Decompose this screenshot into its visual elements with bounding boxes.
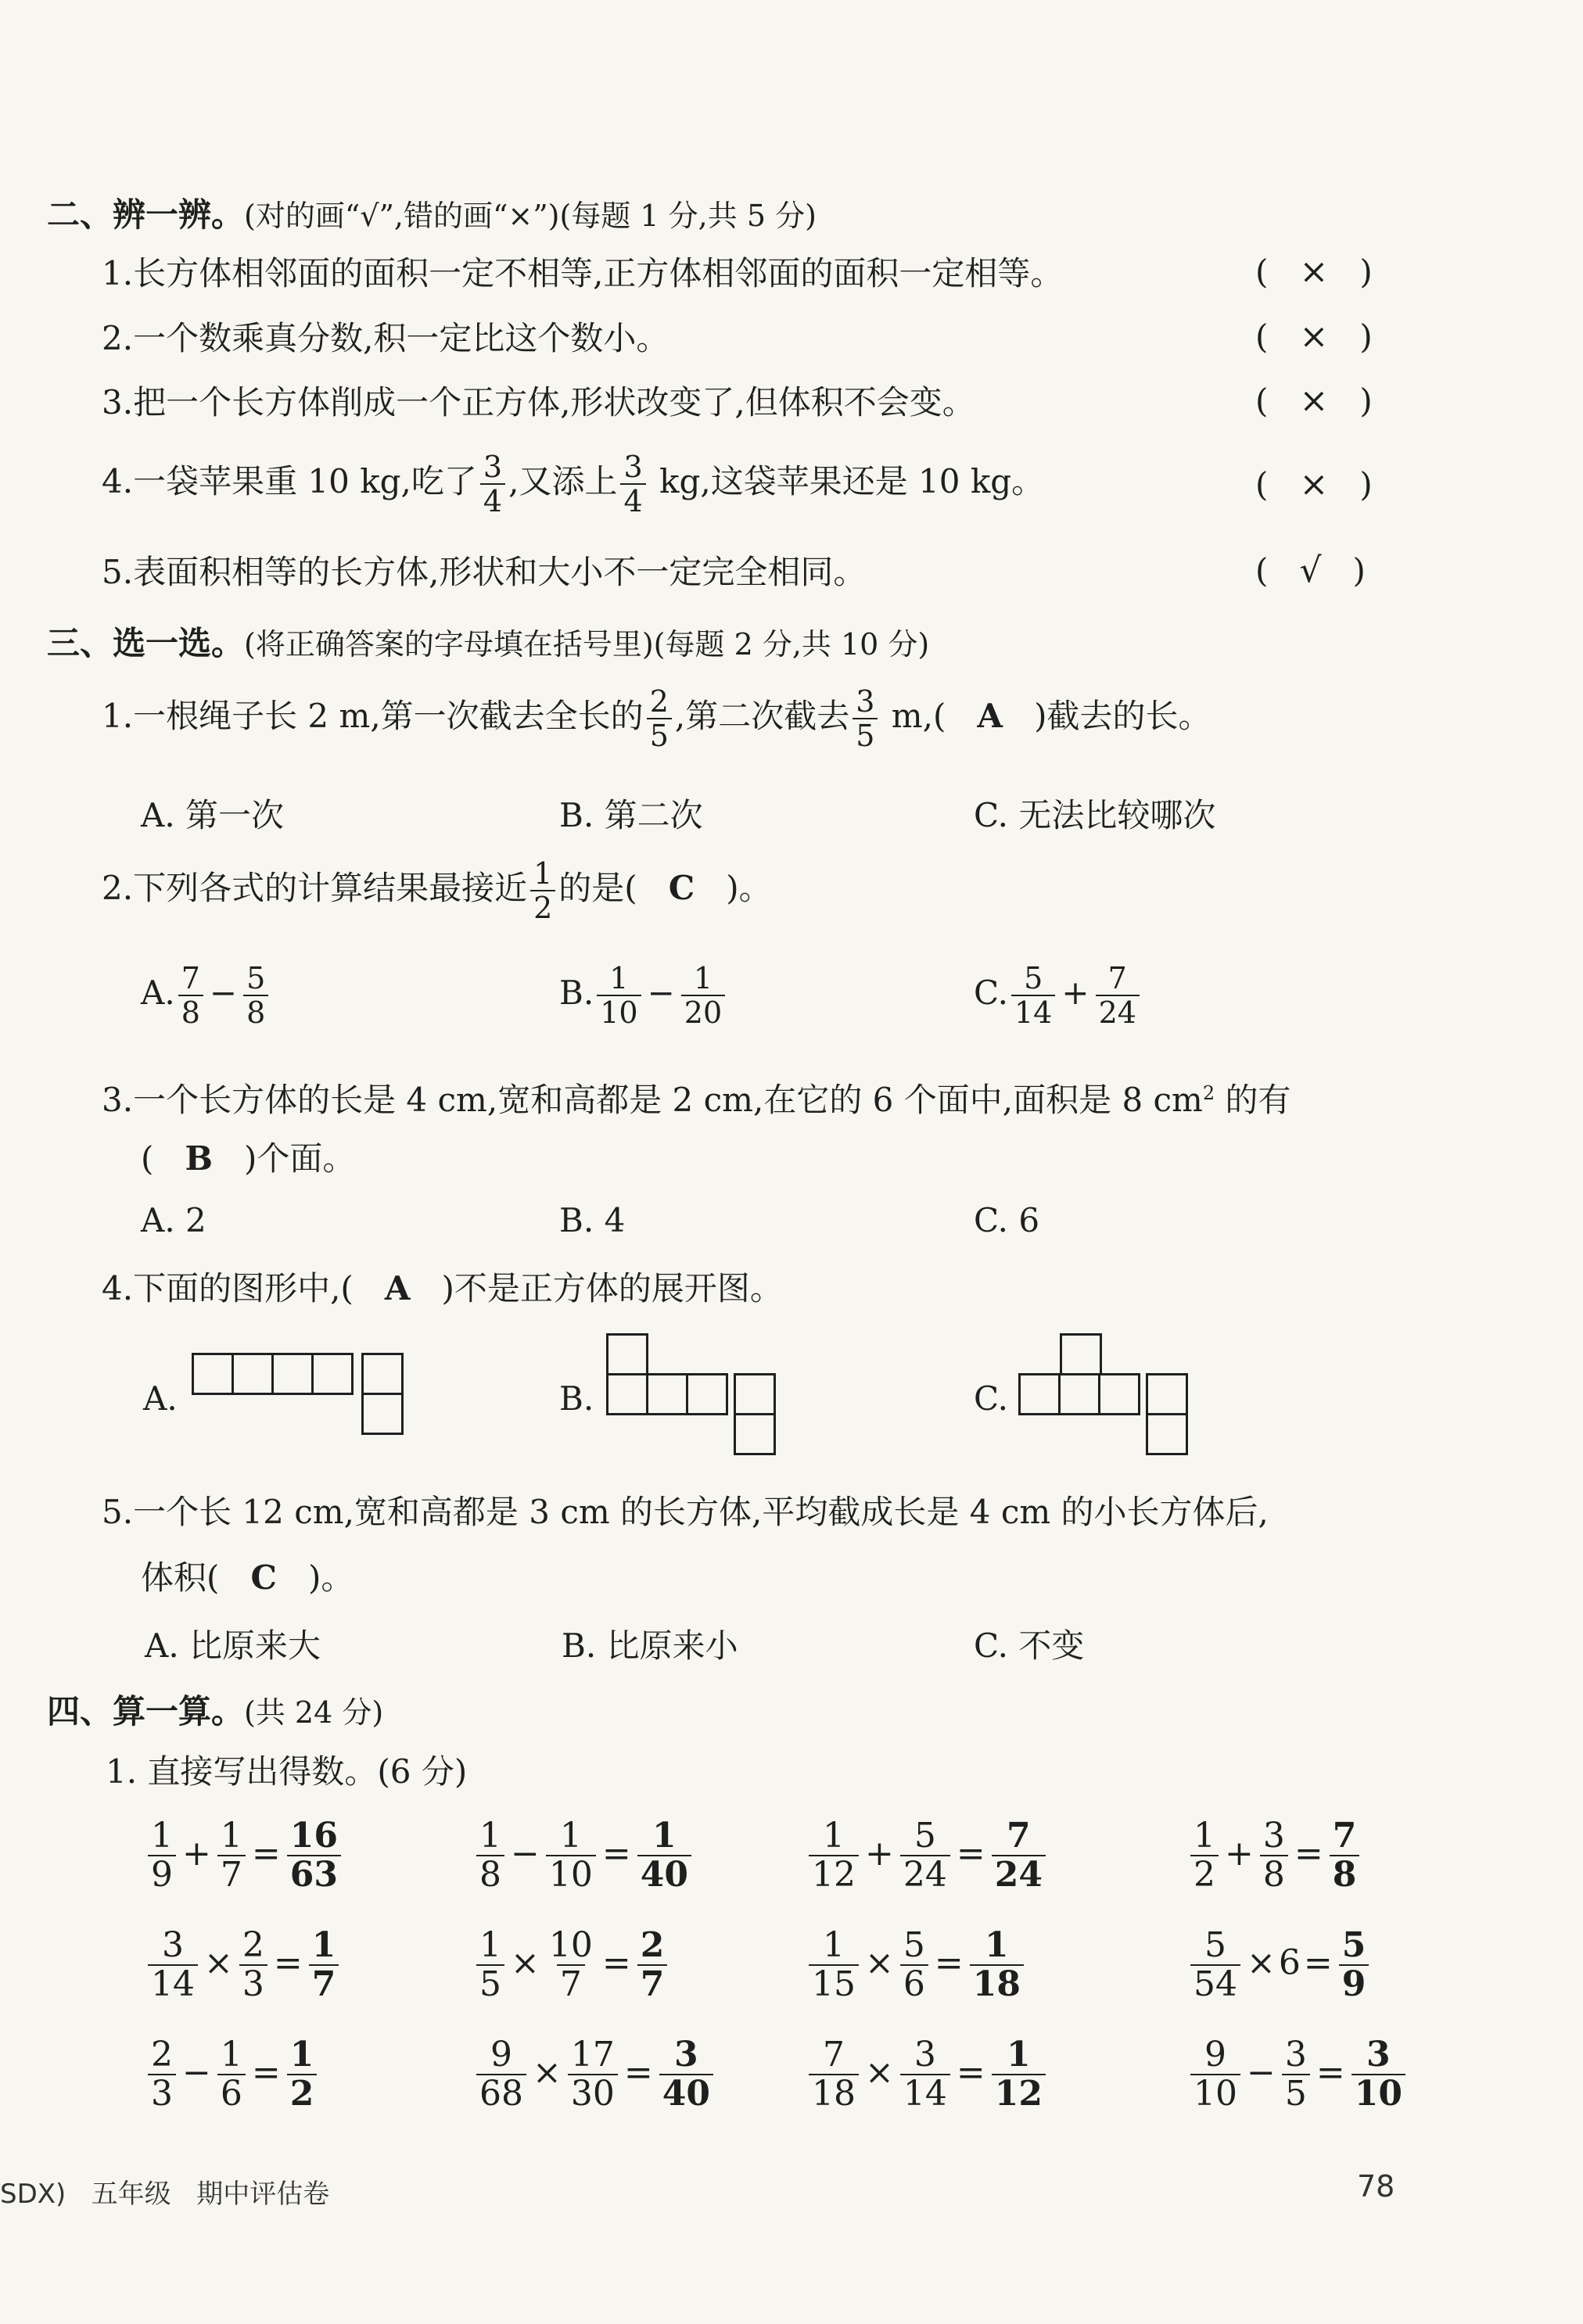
footer-title: 期中评估卷 — [196, 2179, 330, 2210]
fraction: $\frac{1}{7}$ — [217, 1819, 246, 1892]
result-fraction: $\frac{1}{2}$ — [287, 2038, 318, 2111]
q2-option-a: A. $\frac{7}{8}$ − $\frac{5}{8}$ — [141, 963, 271, 1028]
calc-item: $\frac{7}{18}$ × $\frac{3}{14}$ = $\frac{1}{12}$ — [806, 2038, 1049, 2111]
item-text: 把一个长方体削成一个正方体,形状改变了,但体积不会变。 — [133, 383, 975, 421]
item-text: 长方体相邻面的面积一定不相等,正方体相邻面的面积一定相等。 — [133, 254, 1064, 292]
section-2-heading — [47, 189, 817, 236]
calc-item: $\frac{9}{68}$ × $\frac{17}{30}$ = $\frac{3}{40}$ — [473, 2038, 716, 2111]
calc-item: $\frac{1}{9}$ + $\frac{1}{7}$ = $\frac{16}{63}$ — [145, 1819, 344, 1892]
fraction: $\frac{1}{12}$ — [809, 1819, 859, 1892]
calc-item: $\frac{1}{2}$ + $\frac{3}{8}$ = $\frac{7}{8}$ — [1187, 1819, 1362, 1892]
q3-option-c: C. 6 — [974, 1201, 1040, 1239]
calc-item: $\frac{9}{10}$ − $\frac{3}{5}$ = $\frac{3}{10}$ — [1187, 2038, 1409, 2111]
answer-letter: C — [668, 869, 695, 907]
choice-question-3-line2: ( B )个面。 — [141, 1139, 356, 1178]
footer-grade: 五年级 — [91, 2179, 171, 2210]
calc-item: $\frac{1}{5}$ × $\frac{10}{7}$ = $\frac{2}{7}$ — [473, 1928, 670, 2002]
judge-item-3 — [102, 381, 975, 425]
q1-option-c: C. 无法比较哪次 — [974, 796, 1216, 834]
fraction: $\frac{1}{8}$ — [476, 1819, 504, 1892]
result-fraction: $\frac{1}{7}$ — [309, 1928, 339, 2002]
fraction: $\frac{5}{24}$ — [900, 1819, 950, 1892]
q2-option-c: C. $\frac{5}{14}$ + $\frac{7}{24}$ — [974, 963, 1143, 1028]
fraction: $\frac{1}{15}$ — [809, 1928, 859, 2002]
q5-option-b: B. 比原来小 — [562, 1626, 738, 1665]
answer-letter: B — [185, 1139, 213, 1178]
section-3-note: (将正确答案的字母填在括号里)(每题 2 分,共 10 分) — [244, 627, 930, 662]
choice-question-2: 2.下列各式的计算结果最接近 $\frac{1}{2}$ 的是( C )。 — [102, 856, 772, 925]
item-number: 4. — [102, 462, 134, 500]
q2-option-b: B. $\frac{1}{10}$ − $\frac{1}{20}$ — [559, 963, 728, 1028]
fraction: $\frac{5}{6}$ — [900, 1928, 928, 2002]
answer-letter: C — [250, 1558, 277, 1597]
choice-question-4: 4.下面的图形中,( A )不是正方体的展开图。 — [102, 1269, 783, 1307]
result-fraction: $\frac{7}{8}$ — [1330, 1819, 1360, 1892]
answer-mark: × — [1299, 464, 1329, 504]
fraction: $\frac{1}{9}$ — [148, 1819, 176, 1892]
q1-option-a: A. 第一次 — [141, 796, 285, 834]
fraction: $\frac{3}{5}$ — [1282, 2038, 1310, 2111]
fraction: $\frac{2}{5}$ — [647, 687, 672, 751]
section-2-note: (对的画“√”,错的画“×”)(每题 1 分,共 5 分) — [244, 199, 817, 233]
judge-item-5 — [102, 551, 866, 594]
answer-letter: A — [384, 1269, 411, 1307]
footer — [0, 2172, 329, 2211]
q3-option-b: B. 4 — [559, 1201, 626, 1239]
answer-mark: × — [1299, 381, 1329, 421]
fraction: $\frac{9}{10}$ — [1190, 2038, 1240, 2111]
item-text: kg,这袋苹果还是 10 kg。 — [648, 462, 1045, 500]
fraction: $\frac{1}{10}$ — [546, 1819, 596, 1892]
result-fraction: $\frac{1}{12}$ — [992, 2038, 1046, 2111]
judge-answer-2: ( × ) — [1255, 317, 1373, 357]
calc-item: $\frac{1}{15}$ × $\frac{5}{6}$ = $\frac{1}{18}$ — [806, 1928, 1027, 2002]
q4-label-a: A. — [143, 1379, 178, 1418]
judge-answer-4: ( × ) — [1255, 464, 1373, 504]
fraction: $\frac{3}{8}$ — [1260, 1819, 1288, 1892]
calc-item: $\frac{1}{12}$ + $\frac{5}{24}$ = $\frac{7}{24}$ — [806, 1819, 1049, 1892]
answer-mark: √ — [1299, 551, 1322, 590]
result-fraction: $\frac{16}{63}$ — [287, 1819, 341, 1892]
item-text: ,又添上 — [508, 462, 618, 500]
section-2-title: 二、辨一辨。 — [47, 195, 245, 234]
item-number: 5. — [102, 553, 134, 591]
section-4-note: (共 24 分) — [244, 1695, 384, 1730]
fraction: $\frac{5}{54}$ — [1190, 1928, 1240, 2002]
fraction: $\frac{17}{30}$ — [568, 2038, 618, 2111]
choice-question-1: 1.一根绳子长 2 m,第一次截去全长的 $\frac{2}{5}$ ,第二次截去 $\frac{3}{5}$ m,( A )截去的长。 — [102, 684, 1211, 753]
q3-option-a: A. 2 — [141, 1201, 206, 1239]
result-fraction: $\frac{7}{24}$ — [992, 1819, 1046, 1892]
item-number: 3. — [102, 383, 134, 421]
calc-item: $\frac{1}{8}$ − $\frac{1}{10}$ = $\frac{1}{40}$ — [473, 1819, 695, 1892]
fraction: $\frac{3}{4}$ — [480, 452, 505, 516]
answer-letter: A — [977, 697, 1003, 735]
item-number: 1. — [102, 254, 134, 292]
judge-item-4 — [102, 452, 1044, 516]
answer-mark: × — [1299, 252, 1329, 292]
q5-option-c: C. 不变 — [974, 1626, 1085, 1665]
fraction: $\frac{1}{5}$ — [476, 1928, 504, 2002]
answer-mark: × — [1299, 317, 1329, 357]
fraction: $\frac{2}{3}$ — [239, 1928, 267, 2002]
item-number: 2. — [102, 319, 134, 357]
result-fraction: $\frac{3}{10}$ — [1351, 2038, 1405, 2111]
calc-item: $\frac{3}{14}$ × $\frac{2}{3}$ = $\frac{1}{7}$ — [145, 1928, 342, 2002]
item-text: 一袋苹果重 10 kg,吃了 — [133, 462, 477, 500]
judge-item-2 — [102, 317, 669, 360]
q4-label-c: C. — [974, 1379, 1008, 1418]
result-fraction: $\frac{3}{40}$ — [659, 2038, 713, 2111]
judge-answer-1: ( × ) — [1255, 252, 1373, 292]
fraction: $\frac{9}{68}$ — [476, 2038, 526, 2111]
section-4-sub: 1. 直接写出得数。(6 分) — [106, 1752, 468, 1791]
section-4-title: 四、算一算。 — [47, 1692, 245, 1730]
fraction: $\frac{1}{6}$ — [217, 2038, 246, 2111]
result-fraction: $\frac{5}{9}$ — [1339, 1928, 1369, 2002]
q4-label-b: B. — [559, 1379, 594, 1418]
judge-answer-3: ( × ) — [1255, 381, 1373, 421]
fraction: $\frac{3}{14}$ — [900, 2038, 950, 2111]
choice-question-5-line2: 体积( C )。 — [141, 1558, 354, 1597]
fraction: $\frac{2}{3}$ — [148, 2038, 176, 2111]
section-3-title: 三、选一选。 — [47, 624, 245, 662]
item-text: 一个数乘真分数,积一定比这个数小。 — [133, 319, 669, 357]
fraction: $\frac{1}{2}$ — [530, 859, 555, 923]
calc-item: $\frac{2}{3}$ − $\frac{1}{6}$ = $\frac{1}{2}$ — [145, 2038, 320, 2111]
item-text: 表面积相等的长方体,形状和大小不一定完全相同。 — [133, 553, 867, 591]
fraction: $\frac{3}{14}$ — [148, 1928, 198, 2002]
judge-answer-5: ( √ ) — [1255, 551, 1366, 590]
fraction: $\frac{10}{7}$ — [548, 1925, 593, 2004]
page-number: 78 — [1357, 2169, 1395, 2204]
fraction: $\frac{3}{5}$ — [853, 687, 878, 751]
section-4-heading — [47, 1686, 383, 1733]
result-fraction: $\frac{1}{18}$ — [970, 1928, 1024, 2002]
footer-left: SDX) — [0, 2179, 66, 2210]
fraction: $\frac{7}{18}$ — [809, 2038, 859, 2111]
choice-question-3: 3.一个长方体的长是 4 cm,宽和高都是 2 cm,在它的 6 个面中,面积是 8 $cm^2$ 的有 — [102, 1081, 1291, 1119]
q1-option-b: B. 第二次 — [559, 796, 703, 834]
fraction: $\frac{1}{2}$ — [1190, 1819, 1219, 1892]
result-fraction: $\frac{2}{7}$ — [637, 1928, 668, 2002]
q5-option-a: A. 比原来大 — [145, 1626, 321, 1665]
calc-item: $\frac{5}{54}$ ×6= $\frac{5}{9}$ — [1187, 1928, 1372, 2002]
choice-question-5: 5.一个长 12 cm,宽和高都是 3 cm 的长方体,平均截成长是 4 cm 的小长方体后, — [102, 1493, 1269, 1531]
judge-item-1 — [102, 252, 1063, 296]
result-fraction: $\frac{1}{40}$ — [637, 1819, 691, 1892]
section-3-heading — [47, 618, 929, 665]
fraction: $\frac{3}{4}$ — [620, 452, 645, 516]
